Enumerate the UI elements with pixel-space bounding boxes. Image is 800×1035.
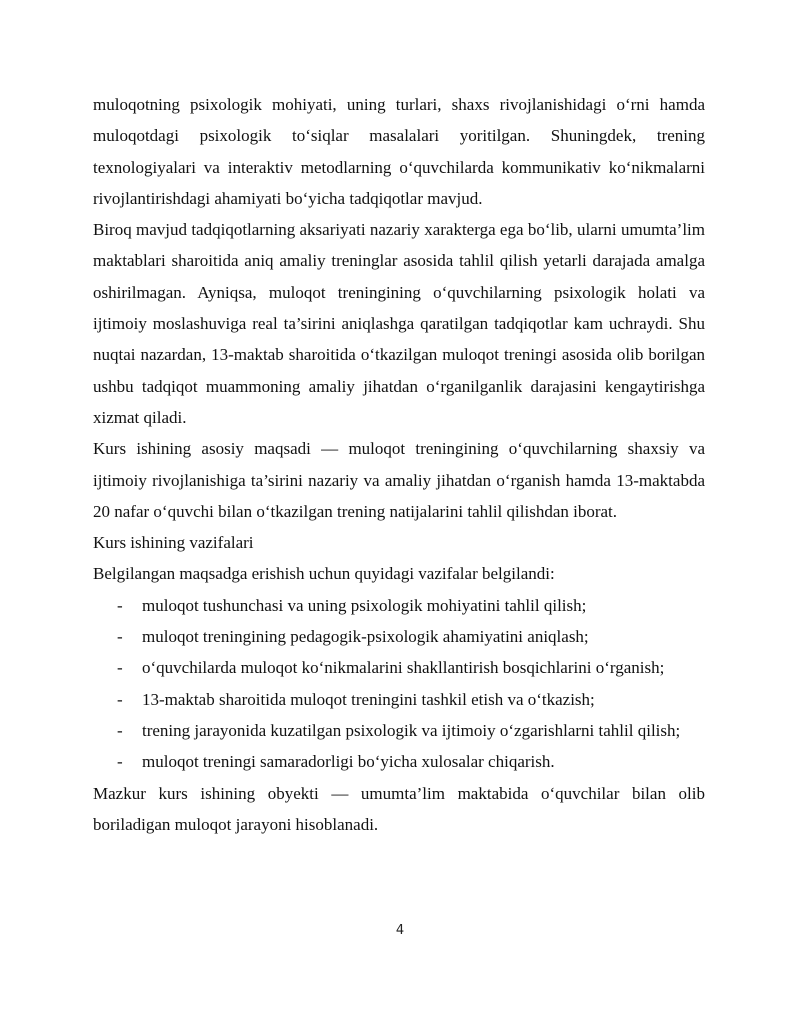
paragraph-research-object: Mazkur kurs ishining obyekti — umumta’lim maktabida o‘quvchilar bilan olib boriladigan muloqot jarayoni hisoblanadi. [93,783,705,834]
task-text: muloqot treningining pedagogik-psixologik ahamiyatini aniqlash; [142,627,589,647]
body-text [93,89,705,840]
tasks-heading: Kurs ishining vazifalari [93,533,254,553]
task-text: muloqot treningi samaradorligi bo‘yicha xulosalar chiqarish. [142,752,555,772]
page-number: 4 [395,923,405,938]
task-item [93,684,705,715]
task-item [93,746,705,777]
list-dash: - [117,752,123,772]
task-item [93,652,705,683]
list-dash: - [117,689,123,709]
task-text: trening jarayonida kuzatilgan psixologik va ijtimoiy o‘zgarishlarni tahlil qilish; [142,720,681,740]
paragraph-research-aim: Kurs ishining asosiy maqsadi — muloqot treningining o‘quvchilarning shaxsiy va ijtimoiy rivojlanishiga ta’sirini nazariy va amaliy jihatdan o‘rganish hamda 13-maktabda 20 nafar o‘quvchi bilan o‘tkazilgan trening natijalarini tahlil qilishdan iborat. [93,439,705,521]
paragraph-literature-overview: muloqotning psixologik mohiyati, uning turlari, shaxs rivojlanishidagi o‘rni hamda muloqotdagi psixologik to‘siqlar masalalari yoritilgan. Shuningdek, trening texnologiyalari va interaktiv metodlarning o‘quvchilarda kommunikativ ko‘nikmalarni rivojlantirishdagi ahamiyati bo‘yicha tadqiqotlar mavjud. [93,95,705,208]
task-item [93,715,705,746]
task-item [93,621,705,652]
task-text: muloqot tushunchasi va uning psixologik mohiyatini tahlil qilish; [142,595,587,615]
tasks-list [93,590,705,778]
list-dash: - [117,627,123,647]
tasks-intro: Belgilangan maqsadga erishish uchun quyidagi vazifalar belgilandi: [93,564,555,584]
list-dash: - [117,658,123,678]
task-item [93,590,705,621]
task-text: 13-maktab sharoitida muloqot treningini tashkil etish va o‘tkazish; [142,689,595,709]
list-dash: - [117,595,123,615]
paragraph-research-gap: Biroq mavjud tadqiqotlarning aksariyati nazariy xarakterga ega bo‘lib, ularni umumta’lim maktablari sharoitida aniq amaliy treninglar asosida tahlil qilish yetarli darajada amalga oshirilmagan. Ayniqsa, muloqot treningining o‘quvchilarning psixologik holati va ijtimoiy moslashuviga real ta’sirini aniqlashga qaratilgan tadqiqotlar kam uchraydi. Shu nuqtai nazardan, 13-maktab sharoitida o‘tkazilgan muloqot treningi asosida olib borilgan ushbu tadqiqot muammoning amaliy jihatdan o‘rganilganlik darajasini kengaytirishga xizmat qiladi. [93,220,705,427]
list-dash: - [117,720,123,740]
task-text: o‘quvchilarda muloqot ko‘nikmalarini shakllantirish bosqichlarini o‘rganish; [142,658,665,678]
